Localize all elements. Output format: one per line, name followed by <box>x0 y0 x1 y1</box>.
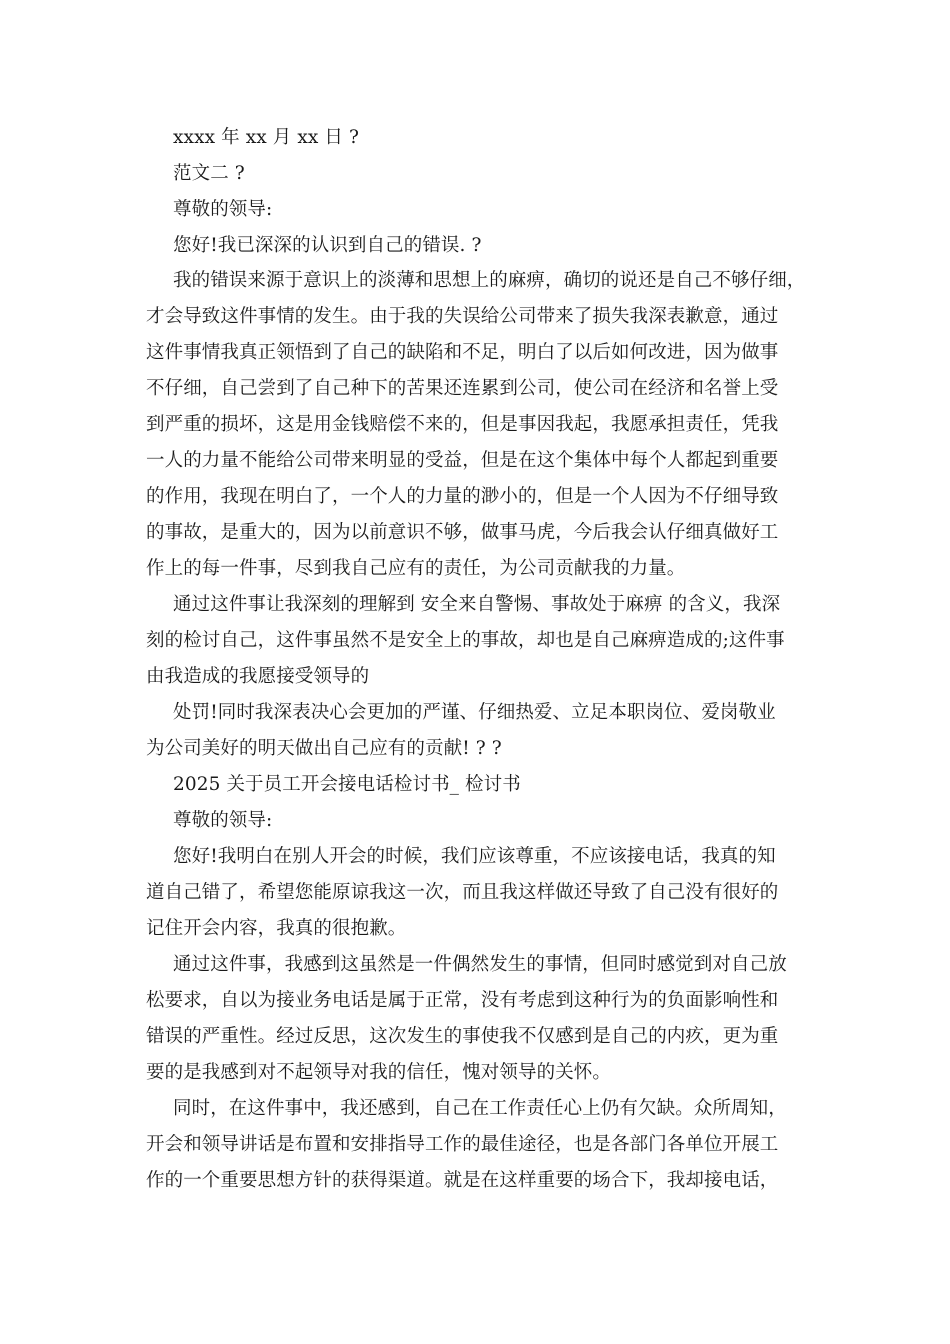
paragraph-line: 记住开会内容，我真的很抱歉。 <box>146 918 407 939</box>
date-line: xxxx 年 xx 月 xx 日 ? <box>173 127 359 148</box>
paragraph-line: 处罚!同时我深表决心会更加的严谨、仔细热爱、立足本职岗位、爱岗敬业 <box>173 702 776 723</box>
paragraph-line: 才会导致这件事情的发生。由于我的失误给公司带来了损失我深表歉意，通过 <box>146 306 779 327</box>
paragraph-line: 我的错误来源于意识上的淡薄和思想上的麻痹，确切的说还是自己不够仔细， <box>173 270 806 291</box>
paragraph-line: 要的是我感到对不起领导对我的信任，愧对领导的关怀。 <box>146 1062 612 1083</box>
article-title: 2025 关于员工开会接电话检讨书_ 检讨书 <box>173 774 521 795</box>
paragraph-line: 刻的检讨自己，这件事虽然不是安全上的事故，却也是自己麻痹造成的;这件事 <box>146 630 785 651</box>
paragraph-line: 为公司美好的明天做出自己应有的贡献! ? ? <box>146 738 502 759</box>
paragraph-line: 作的一个重要思想方针的获得渠道。就是在这样重要的场合下，我却接电话， <box>146 1170 779 1191</box>
paragraph-line: 不仔细，自己尝到了自己种下的苦果还连累到公司，使公司在经济和名誉上受 <box>146 378 779 399</box>
paragraph-line: 您好!我明白在别人开会的时候，我们应该尊重，不应该接电话，我真的知 <box>173 846 776 867</box>
paragraph-line: 由我造成的我愿接受领导的 <box>146 666 370 687</box>
paragraph-line: 您好!我已深深的认识到自己的错误. ? <box>173 235 482 256</box>
paragraph-line: 作上的每一件事，尽到我自己应有的责任，为公司贡献我的力量。 <box>146 558 686 579</box>
paragraph-line: 到严重的损坏，这是用金钱赔偿不来的，但是事因我起，我愿承担责任，凭我 <box>146 414 779 435</box>
paragraph-line: 开会和领导讲话是布置和安排指导工作的最佳途径，也是各部门各单位开展工 <box>146 1134 779 1155</box>
paragraph-line: 错误的严重性。经过反思，这次发生的事使我不仅感到是自己的内疚，更为重 <box>146 1026 779 1047</box>
paragraph-line: 同时，在这件事中，我还感到，自己在工作责任心上仍有欠缺。众所周知， <box>173 1098 787 1119</box>
paragraph-line: 的事故，是重大的，因为以前意识不够，做事马虎，今后我会认仔细真做好工 <box>146 522 779 543</box>
salutation: 尊敬的领导: <box>173 810 273 831</box>
paragraph-line: 松要求，自以为接业务电话是属于正常，没有考虑到这种行为的负面影响性和 <box>146 990 779 1011</box>
paragraph-line: 通过这件事让我深刻的理解到 安全来自警惕、事故处于麻痹 的含义，我深 <box>173 594 781 615</box>
paragraph-line: 这件事情我真正领悟到了自己的缺陷和不足，明白了以后如何改进，因为做事 <box>146 342 779 363</box>
paragraph-line: 的作用，我现在明白了，一个人的力量的渺小的，但是一个人因为不仔细导致 <box>146 486 779 507</box>
paragraph-line: 通过这件事，我感到这虽然是一件偶然发生的事情，但同时感觉到对自己放 <box>173 954 787 975</box>
paragraph-line: 道自己错了，希望您能原谅我这一次，而且我这样做还导致了自己没有很好的 <box>146 882 779 903</box>
section-heading: 范文二 ? <box>173 163 245 184</box>
paragraph-line: 一人的力量不能给公司带来明显的受益，但是在这个集体中每个人都起到重要 <box>146 450 779 471</box>
salutation: 尊敬的领导: <box>173 199 273 220</box>
